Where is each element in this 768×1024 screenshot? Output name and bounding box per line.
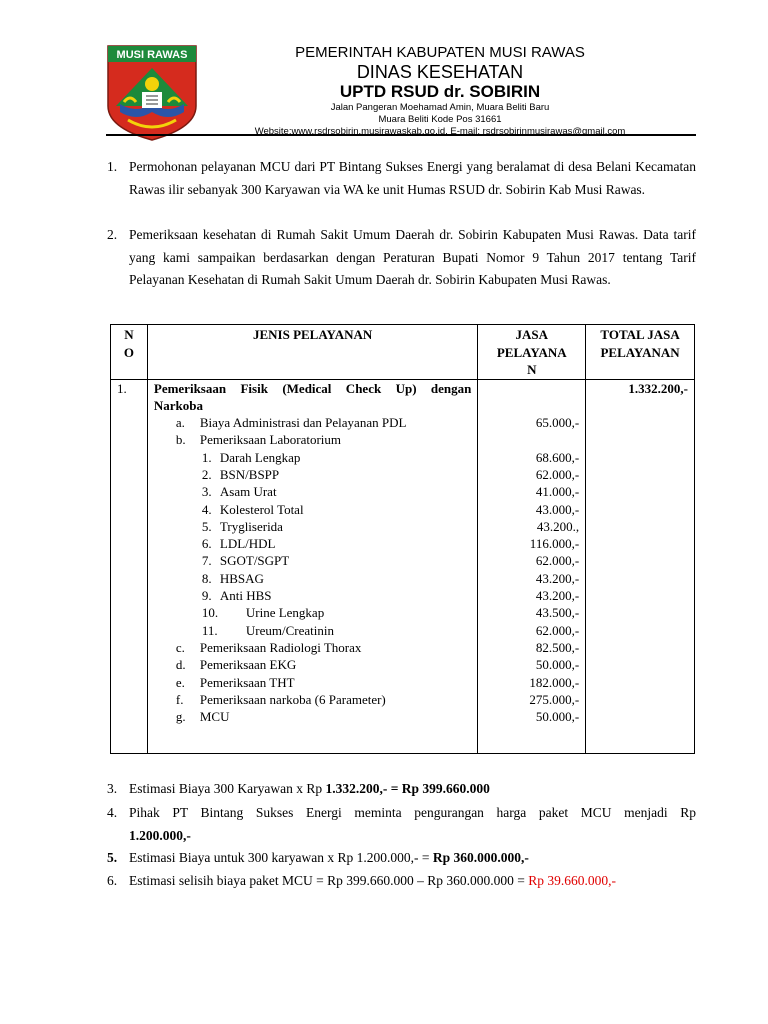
jasa-spacer — [478, 380, 585, 415]
email-link[interactable]: rsdrsobirinmusirawas@gmail.com — [482, 126, 626, 137]
item-marker: 3. — [201, 484, 212, 500]
logo-text: MUSI RAWAS — [116, 49, 188, 61]
service-item — [148, 587, 478, 604]
service-item — [148, 466, 478, 483]
item-label: Anti HBS — [219, 588, 272, 604]
item-marker: a. — [175, 415, 185, 431]
service-item — [148, 449, 478, 466]
row-title — [148, 380, 478, 415]
row-no-cell — [111, 379, 148, 753]
total-amount: 1.332.200,- — [628, 380, 688, 396]
item-label: Pemeriksaan narkoba (6 Parameter) — [199, 691, 386, 707]
item-label: Pemeriksaan Radiologi Thorax — [199, 639, 362, 655]
service-item — [148, 674, 478, 691]
row-title-line2: Narkoba — [153, 397, 203, 413]
service-item-list — [148, 414, 478, 725]
service-item — [148, 570, 478, 587]
row-total-cell — [586, 379, 695, 753]
service-item — [148, 552, 478, 569]
item-marker: f. — [175, 691, 184, 707]
website-link[interactable]: www.rsdrsobirin.musirawaskab.go.id — [291, 126, 446, 137]
service-item — [148, 501, 478, 518]
item-label: HBSAG — [219, 570, 264, 586]
letterhead-divider — [106, 134, 696, 136]
header-total — [586, 325, 695, 380]
item-amount: 65.000,- — [535, 415, 580, 431]
item-amount: 82.500,- — [535, 639, 580, 655]
item-label: Asam Urat — [219, 484, 277, 500]
address-line-2: Muara Beliti Kode Pos 31661 — [378, 114, 502, 125]
item-marker: 8. — [201, 570, 212, 586]
item-marker: 9. — [201, 588, 212, 604]
intro-point-1 — [107, 156, 696, 201]
email-label: , E-mail: — [445, 126, 483, 137]
service-item — [148, 656, 478, 673]
header-no — [111, 325, 148, 380]
hospital-name: UPTD RSUD dr. SOBIRIN — [339, 82, 541, 101]
item-amount: 43.200,- — [535, 570, 580, 586]
point-6-red: Rp 39.660.000,- — [528, 873, 616, 888]
musi-rawas-logo — [106, 44, 198, 142]
header-jasa-line2: PELAYANA — [496, 344, 567, 360]
item-label: Biaya Administrasi dan Pelayanan PDL — [199, 415, 407, 431]
letterhead — [240, 44, 640, 138]
header-jenis-text: JENIS PELAYANAN — [252, 327, 373, 342]
item-amount: 62.000,- — [535, 553, 580, 569]
point-5-bold: Rp 360.000.000,- — [432, 850, 529, 865]
header-no-line1: N — [124, 327, 134, 342]
point-4-text: Pihak PT Bintang Sukses Energi meminta pengurangan harga paket MCU menjadi Rp — [129, 805, 696, 820]
header-jasa-line1: JASA — [515, 327, 549, 342]
item-marker: 1. — [201, 449, 212, 465]
item-label: Kolesterol Total — [219, 501, 304, 517]
point-number: 4. — [107, 805, 118, 820]
table-header-row — [111, 325, 695, 380]
item-marker: g. — [175, 709, 186, 725]
service-item — [148, 483, 478, 500]
item-amount: 62.000,- — [535, 622, 580, 638]
item-label: Pemeriksaan THT — [199, 674, 295, 690]
item-amount: 41.000,- — [535, 484, 580, 500]
service-item — [148, 639, 478, 656]
service-item — [148, 708, 478, 725]
point-3-bold: 1.332.200,- = Rp 399.660.000 — [325, 781, 490, 796]
item-label: Urine Lengkap — [245, 605, 325, 621]
point-text: Permohonan pelayanan MCU dari PT Bintang Sukses Energi yang beralamat di desa Belani Kecamatan Rawas ilir sebanyak 300 Karyawan via WA ke unit Humas RSUD dr. Sobirin Kab Musi Rawas. — [129, 159, 696, 197]
item-marker: 7. — [201, 553, 212, 569]
item-amount: 182.000,- — [529, 674, 580, 690]
item-amount: 43.000,- — [535, 501, 580, 517]
row-title-line1: Pemeriksaan Fisik (Medical Check Up) dengan — [153, 380, 472, 396]
item-amount: 68.600,- — [535, 449, 580, 465]
header-total-line2: PELAYANAN — [600, 344, 680, 360]
item-amount: 62.000,- — [535, 466, 580, 482]
item-marker: d. — [175, 657, 186, 673]
item-marker: b. — [175, 432, 186, 448]
item-amount: 43.200,- — [535, 588, 580, 604]
item-marker: 6. — [201, 536, 212, 552]
point-4 — [107, 802, 696, 847]
point-number: 6. — [107, 873, 118, 888]
point-3-text: Estimasi Biaya 300 Karyawan x Rp — [129, 781, 326, 796]
item-label: Trygliserida — [219, 518, 283, 534]
header-total-line1: TOTAL JASA — [600, 327, 680, 342]
agency-line: DINAS KESEHATAN — [356, 62, 524, 82]
item-label: Darah Lengkap — [219, 449, 301, 465]
item-amount: 275.000,- — [529, 691, 580, 707]
item-label: Ureum/Creatinin — [245, 622, 334, 638]
item-label: SGOT/SGPT — [219, 553, 290, 569]
point-4-bold: 1.200.000,- — [129, 827, 191, 843]
point-number: 1. — [107, 159, 118, 174]
item-marker: c. — [175, 639, 185, 655]
item-marker: 2. — [201, 466, 212, 482]
point-5 — [107, 847, 696, 870]
government-line: PEMERINTAH KABUPATEN MUSI RAWAS — [295, 44, 585, 61]
item-label: BSN/BSPP — [219, 466, 280, 482]
point-3 — [107, 778, 696, 801]
item-label: Pemeriksaan Laboratorium — [199, 432, 342, 448]
item-amount: 50.000,- — [535, 657, 580, 673]
item-marker: 11. — [201, 622, 218, 638]
item-marker: e. — [175, 674, 185, 690]
item-marker: 4. — [201, 501, 212, 517]
item-label: MCU — [199, 709, 230, 725]
item-marker: 5. — [201, 518, 212, 534]
header-no-line2: O — [123, 344, 134, 360]
service-amount-list — [478, 414, 585, 725]
service-item — [148, 622, 478, 639]
service-item — [148, 535, 478, 552]
point-number: 5. — [107, 850, 118, 865]
website-label: Website: — [254, 126, 292, 137]
item-label: Pemeriksaan EKG — [199, 657, 297, 673]
row-number: 1. — [117, 380, 127, 396]
item-amount: 116.000,- — [529, 536, 580, 552]
item-amount: 43.500,- — [535, 605, 580, 621]
tariff-table — [110, 324, 695, 754]
item-marker: 10. — [201, 605, 219, 621]
point-5-text: Estimasi Biaya untuk 300 karyawan x Rp 1.200.000,- = — [129, 850, 433, 865]
service-item — [148, 604, 478, 621]
item-amount: 43.200., — [536, 518, 580, 534]
item-amount: 50.000,- — [535, 709, 580, 725]
service-item — [148, 414, 478, 431]
item-amount — [478, 431, 585, 448]
address-line-1: Jalan Pangeran Moehamad Amin, Muara Beliti Baru — [330, 102, 550, 113]
header-jasa-line3: N — [527, 362, 537, 377]
row-jasa-cell — [478, 379, 586, 753]
contact-line — [240, 126, 640, 138]
table-row — [111, 379, 695, 753]
intro-point-2 — [107, 224, 696, 292]
point-number: 3. — [107, 781, 118, 796]
header-jenis — [147, 325, 478, 380]
point-6-text: Estimasi selisih biaya paket MCU = Rp 399.660.000 – Rp 360.000.000 = — [129, 873, 529, 888]
point-number: 2. — [107, 227, 118, 242]
service-item — [148, 691, 478, 708]
service-item — [148, 431, 478, 448]
point-text: Pemeriksaan kesehatan di Rumah Sakit Umum Daerah dr. Sobirin Kabupaten Musi Rawas. Data tarif yang kami sampaikan berdasarkan dengan Peraturan Bupati Nomor 9 Tahun 2017 tentang Tarif Pelayanan Kesehatan di Rumah Sakit Umum Daerah dr. Sobirin Kabupaten Musi Rawas. — [129, 227, 696, 287]
service-item — [148, 518, 478, 535]
point-6 — [107, 870, 696, 893]
item-label: LDL/HDL — [219, 536, 276, 552]
header-jasa — [478, 325, 586, 380]
row-jenis-cell — [147, 379, 478, 753]
